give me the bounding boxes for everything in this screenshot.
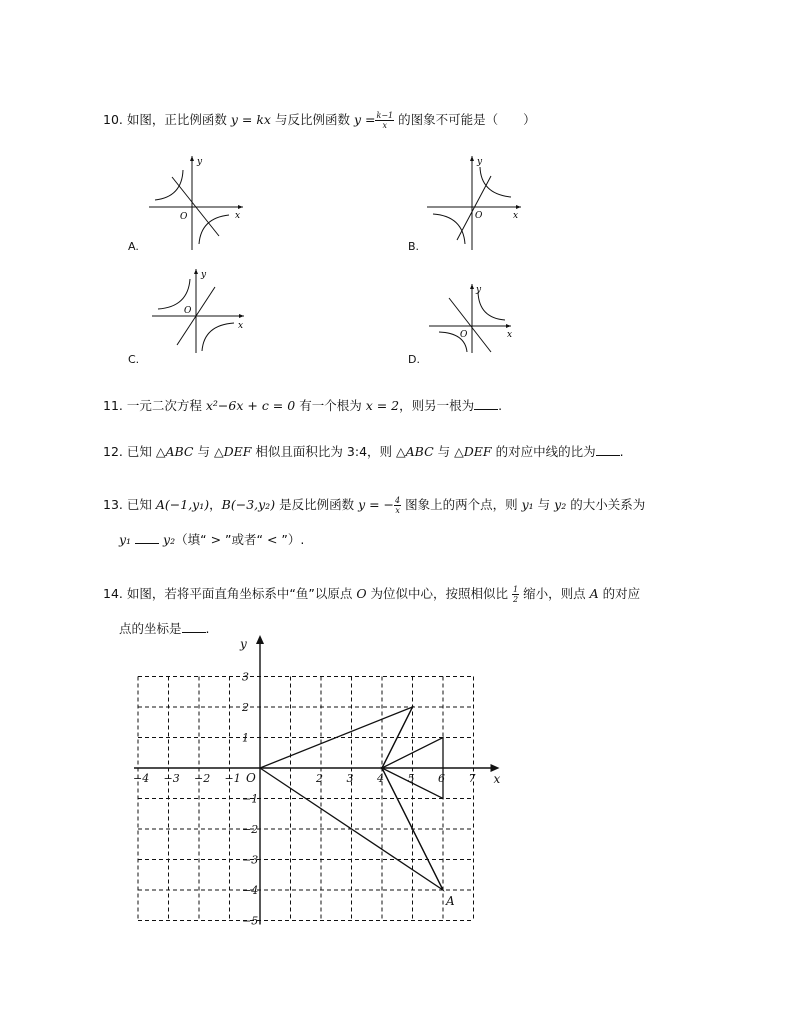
question-text: 的大小关系为 — [570, 497, 646, 512]
axis-x-label: x — [513, 211, 519, 221]
question-text: ，则另一根为 — [399, 398, 475, 413]
equation: x²−6x + c = 0 — [205, 398, 296, 413]
origin-o: O — [356, 586, 367, 601]
formula-lhs: y = − — [358, 497, 395, 512]
option-b-label: B. — [408, 240, 420, 253]
option-d-label: D. — [408, 353, 420, 366]
question-text: 相似且面积比为 — [255, 444, 343, 459]
option-graph-c — [150, 265, 250, 355]
answer-blank[interactable] — [135, 532, 159, 544]
y2: y₂ — [163, 532, 176, 547]
axis-x-label: x — [235, 211, 241, 221]
question-text: 的图象不可能是（ ） — [398, 112, 536, 127]
question-10 — [103, 110, 536, 130]
triangle-abc: △ABC — [155, 444, 194, 459]
axis-y-label: y — [197, 157, 203, 167]
question-number: 12. — [103, 444, 123, 459]
axis-y-label: y — [476, 285, 482, 295]
y-tick-label: 1 — [242, 731, 249, 745]
question-hint: （填“ > ”或者“ < ”）. — [175, 532, 305, 547]
x-tick-label: −3 — [163, 772, 180, 785]
y1: y₁ — [521, 497, 534, 512]
x-axis-arrow — [491, 764, 500, 772]
question-number: 10. — [103, 112, 123, 127]
x-tick-label: −2 — [194, 772, 211, 785]
option-graph-d — [427, 280, 517, 355]
axis-tick-labels — [133, 637, 501, 928]
option-graph-a — [147, 152, 247, 252]
y-tick-label: −1 — [242, 792, 259, 806]
question-number: 13. — [103, 497, 123, 512]
fish-coordinate-grid — [125, 635, 505, 930]
x-tick-label: 4 — [377, 772, 384, 785]
origin-label: O — [475, 211, 483, 221]
x-tick-label: 6 — [438, 772, 445, 785]
question-text: 与 — [537, 497, 551, 512]
answer-blank[interactable] — [182, 621, 206, 633]
question-text: 缩小，则点 — [523, 586, 586, 601]
question-13-line2 — [119, 530, 304, 548]
ratio-fraction: $\frac{1}{2}$ — [513, 585, 519, 604]
question-text: 与反比例函数 — [274, 112, 350, 127]
axis-x-label: x — [238, 321, 244, 331]
triangle-def: △DEF — [213, 444, 252, 459]
question-text: 为位似中心，按照相似比 — [370, 586, 509, 601]
known-root: x = 2 — [365, 398, 400, 413]
question-text: 如图，正比例函数 — [126, 112, 227, 127]
formula-inverse-fraction: $\frac{k-1}{x}$ — [376, 111, 394, 130]
y1: y₁ — [119, 532, 132, 547]
triangle-abc: △ABC — [396, 444, 434, 459]
x-tick-label: −4 — [133, 772, 150, 785]
x-tick-label: 3 — [346, 772, 354, 785]
x-tick-label: −1 — [224, 772, 241, 785]
question-text: 的对应中线的比为 — [495, 444, 596, 459]
y-tick-label: 2 — [242, 701, 249, 714]
origin-label: O — [246, 771, 256, 785]
question-text: 图象上的两个点，则 — [405, 497, 518, 512]
y-tick-label: −2 — [242, 823, 259, 836]
axis-x-label: x — [507, 330, 513, 340]
question-text: 有一个根为 — [299, 398, 362, 413]
question-11: 11. 一元二次方程 x²−6x + c = 0 有一个根为 x = 2，则另一根为 . — [103, 398, 503, 413]
y2: y₂ — [554, 497, 567, 512]
question-14-line2: 点的坐标是 . — [119, 621, 210, 636]
axis-y-label: y — [201, 270, 207, 280]
question-14 — [103, 584, 640, 604]
answer-blank[interactable] — [474, 398, 498, 410]
y-tick-label: −4 — [242, 884, 259, 897]
x-tick-label: 7 — [468, 772, 476, 785]
question-text: 与 — [437, 444, 451, 459]
formula-direct: y = kx — [230, 112, 271, 127]
y-tick-label: 3 — [242, 670, 249, 684]
question-text: 如图，若将平面直角坐标系中“鱼”以原点 — [126, 586, 353, 601]
origin-label: O — [180, 212, 188, 222]
y-tick-label: −5 — [242, 914, 259, 928]
axis-y-label: y — [477, 157, 483, 167]
question-text: 已知 — [126, 497, 152, 512]
point-a-label: A — [446, 894, 455, 908]
x-tick-label: 2 — [316, 772, 323, 785]
option-a-label: A. — [128, 240, 139, 253]
question-text: 与 — [197, 444, 210, 459]
question-13: 13. 已知 A(−1,y₁)，B(−3,y₂) 是反比例函数 y = − $\frac{4}{x}$ 图象上的两个点，则 y₁ 与 y₂ 的大小关系为 — [103, 496, 646, 515]
y-tick-label: −3 — [242, 853, 259, 867]
y-axis-arrow — [256, 635, 264, 644]
answer-blank[interactable] — [596, 444, 620, 456]
origin-label: O — [460, 330, 468, 340]
formula-fraction: $\frac{4}{x}$ — [395, 496, 401, 515]
formula-inverse-lhs: y = — [353, 112, 376, 127]
question-text: 是反比例函数 — [279, 497, 355, 512]
question-number: 11. — [103, 398, 123, 413]
question-text: 的对应 — [602, 586, 641, 601]
axis-x-label: x — [493, 772, 501, 786]
question-text: 已知 — [126, 444, 152, 459]
question-12: 12. 已知 △ABC 与 △DEF 相似且面积比为 3:4，则 △ABC 与 △DEF 的对应中线的比为 . — [103, 444, 624, 459]
question-text: 一元二次方程 — [126, 398, 202, 413]
point-a: A(−1,y₁) — [155, 497, 210, 512]
area-ratio: 3:4 — [346, 444, 368, 459]
origin-label: O — [184, 306, 192, 316]
question-text: ，则 — [367, 444, 393, 459]
option-graph-b — [425, 152, 525, 252]
question-number: 14. — [103, 586, 123, 601]
point-b: B(−3,y₂) — [221, 497, 276, 512]
option-c-label: C. — [128, 353, 140, 366]
triangle-def: △DEF — [454, 444, 492, 459]
question-text: 点的坐标是 — [119, 621, 182, 636]
point-a: A — [589, 586, 599, 601]
axis-y-label: y — [240, 637, 247, 651]
x-tick-label: 5 — [407, 772, 415, 785]
